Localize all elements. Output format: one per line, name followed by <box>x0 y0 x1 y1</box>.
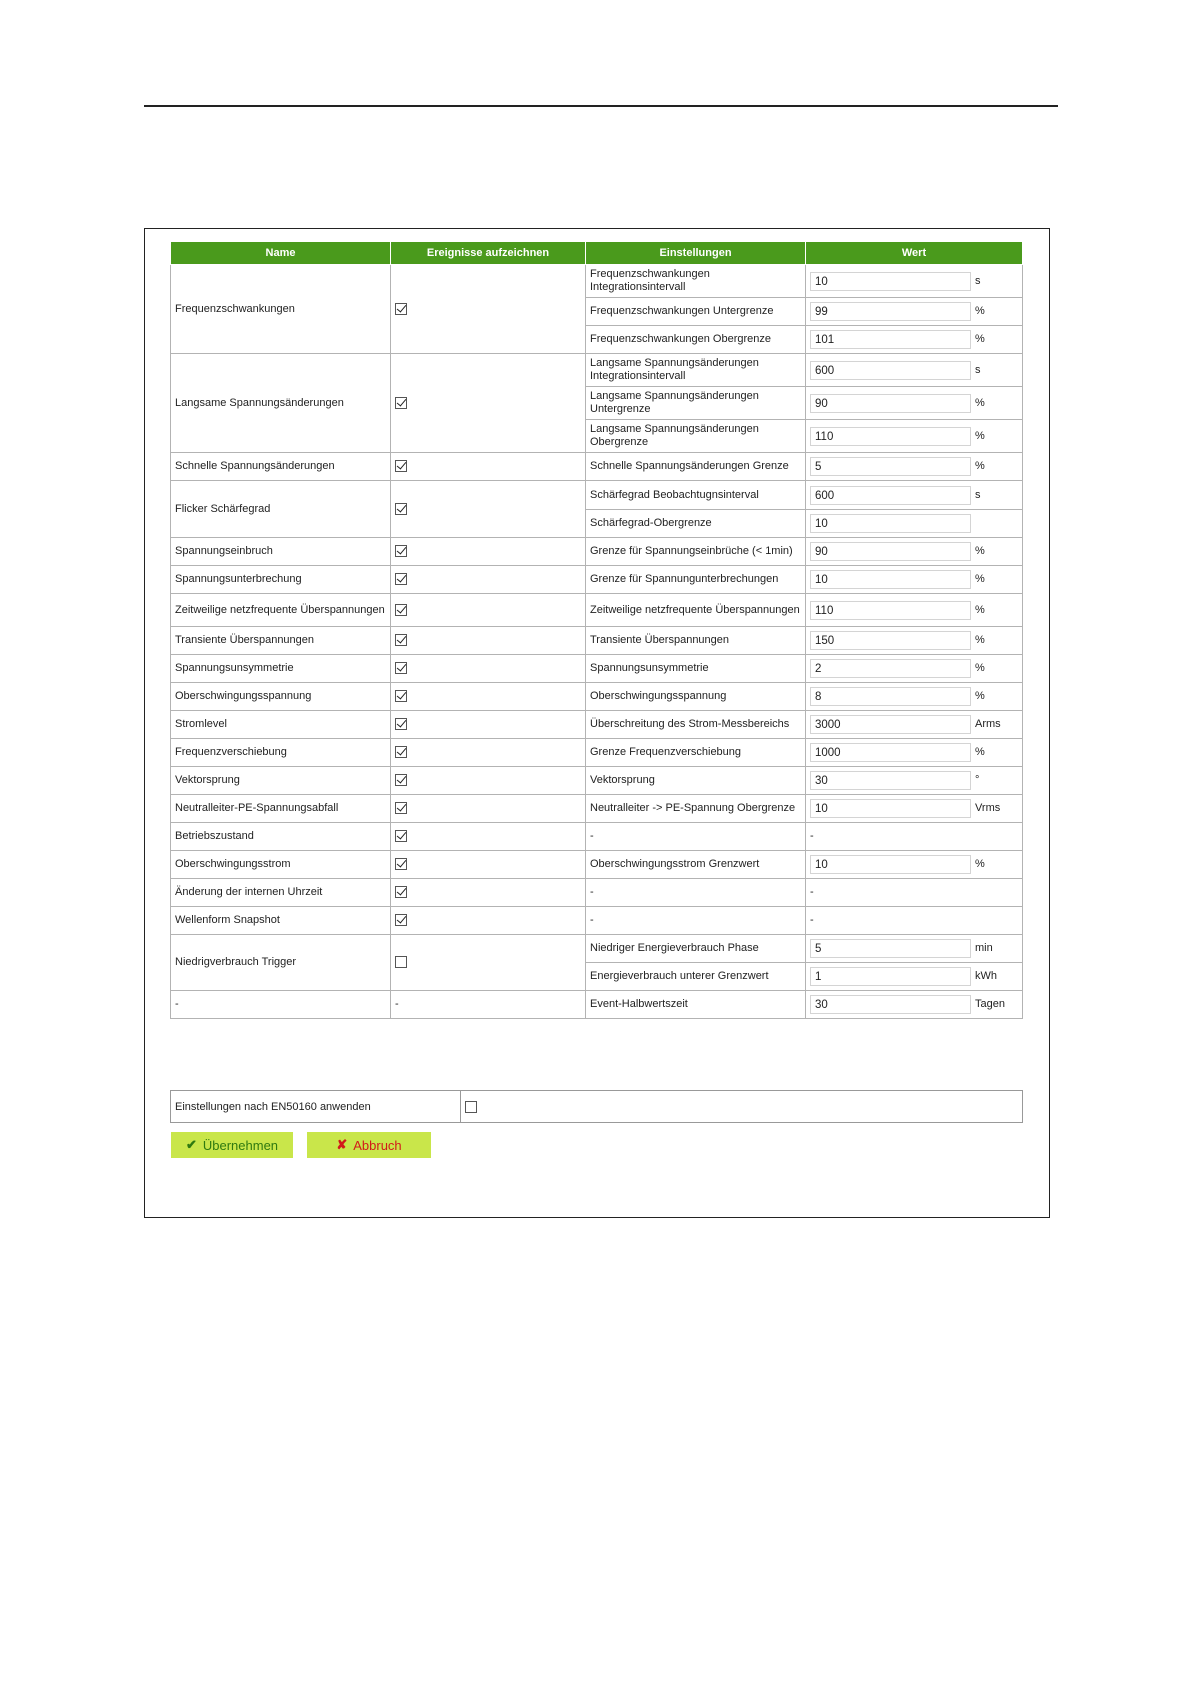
value-input[interactable]: 600 <box>810 486 971 505</box>
setting-label: Frequenzschwankungen Obergrenze <box>586 326 806 354</box>
table-row <box>171 683 1023 711</box>
table-row <box>171 481 1023 510</box>
apply-button-label: Übernehmen <box>202 1137 279 1153</box>
setting-value-cell <box>806 851 1023 879</box>
setting-value-cell <box>806 510 1023 538</box>
setting-value-cell <box>806 767 1023 795</box>
record-event-checkbox[interactable] <box>395 914 407 926</box>
setting-value-cell <box>806 354 1023 387</box>
value-wrapper <box>810 967 1018 986</box>
event-name: - <box>171 991 391 1019</box>
setting-value-cell <box>806 594 1023 627</box>
setting-value-cell <box>806 683 1023 711</box>
event-name: Zeitweilige netzfrequente Überspannungen <box>171 594 391 627</box>
value-unit: ° <box>975 774 980 786</box>
setting-label: - <box>586 879 806 907</box>
setting-value-cell <box>806 420 1023 453</box>
setting-value-cell <box>806 453 1023 481</box>
setting-label: Oberschwingungsspannung <box>586 683 806 711</box>
value-unit: % <box>975 634 985 646</box>
event-name: Stromlevel <box>171 711 391 739</box>
setting-value-cell: - <box>806 907 1023 935</box>
event-name: Neutralleiter-PE-Spannungsabfall <box>171 795 391 823</box>
setting-value-cell <box>806 298 1023 326</box>
setting-label: Schnelle Spannungsänderungen Grenze <box>586 453 806 481</box>
value-input[interactable]: 10 <box>810 855 971 874</box>
en50160-checkbox[interactable] <box>465 1101 477 1113</box>
value-wrapper <box>810 855 1018 874</box>
record-event-checkbox[interactable] <box>395 460 407 472</box>
apply-button[interactable] <box>171 1132 293 1158</box>
record-event-checkbox[interactable] <box>395 397 407 409</box>
record-event-cell: - <box>391 991 586 1019</box>
setting-value-cell: - <box>806 823 1023 851</box>
table-row <box>171 265 1023 298</box>
value-unit: % <box>975 662 985 674</box>
table-row <box>171 566 1023 594</box>
record-event-cell <box>391 907 586 935</box>
record-event-checkbox[interactable] <box>395 662 407 674</box>
en50160-table <box>170 1090 1023 1123</box>
setting-value-cell <box>806 795 1023 823</box>
value-input[interactable]: 2 <box>810 659 971 678</box>
setting-value-cell <box>806 538 1023 566</box>
record-event-checkbox[interactable] <box>395 303 407 315</box>
event-name: Betriebszustand <box>171 823 391 851</box>
setting-label: Neutralleiter -> PE-Spannung Obergrenze <box>586 795 806 823</box>
value-input[interactable]: 8 <box>810 687 971 706</box>
value-wrapper <box>810 302 1018 321</box>
record-event-cell <box>391 538 586 566</box>
value-unit: % <box>975 460 985 472</box>
record-event-checkbox[interactable] <box>395 858 407 870</box>
setting-label: Grenze Frequenzverschiebung <box>586 739 806 767</box>
table-row <box>171 907 1023 935</box>
table-row <box>171 739 1023 767</box>
record-event-checkbox[interactable] <box>395 956 407 968</box>
record-event-cell <box>391 767 586 795</box>
event-name: Schnelle Spannungsänderungen <box>171 453 391 481</box>
setting-value-cell <box>806 963 1023 991</box>
event-name: Spannungsunterbrechung <box>171 566 391 594</box>
setting-label: Spannungsunsymmetrie <box>586 655 806 683</box>
value-input[interactable]: 600 <box>810 361 971 380</box>
value-unit: Tagen <box>975 998 1005 1010</box>
value-unit: s <box>975 488 981 501</box>
record-event-checkbox[interactable] <box>395 830 407 842</box>
value-unit: % <box>975 603 985 616</box>
value-wrapper <box>810 394 1018 413</box>
en50160-label: Einstellungen nach EN50160 anwenden <box>171 1091 461 1123</box>
value-unit: kWh <box>975 970 997 982</box>
table-row <box>171 711 1023 739</box>
record-event-checkbox[interactable] <box>395 802 407 814</box>
record-event-checkbox[interactable] <box>395 886 407 898</box>
setting-label: Überschreitung des Strom-Messbereichs <box>586 711 806 739</box>
value-wrapper <box>810 939 1018 958</box>
value-unit: % <box>975 690 985 702</box>
value-wrapper <box>810 514 1018 533</box>
event-name: Wellenform Snapshot <box>171 907 391 935</box>
page-top-rule <box>144 105 1058 107</box>
setting-label: Frequenzschwankungen Integrationsintervall <box>586 265 806 298</box>
setting-value-cell <box>806 326 1023 354</box>
table-row <box>171 795 1023 823</box>
settings-table <box>170 241 1023 1019</box>
value-wrapper <box>810 715 1018 734</box>
en50160-row <box>171 1091 1023 1123</box>
record-event-checkbox[interactable] <box>395 573 407 585</box>
value-unit: % <box>975 305 985 317</box>
record-event-checkbox[interactable] <box>395 545 407 557</box>
setting-value-cell <box>806 265 1023 298</box>
value-wrapper <box>810 771 1018 790</box>
checkmark-icon: ✔ <box>185 1137 197 1152</box>
table-row <box>171 594 1023 627</box>
value-unit: Vrms <box>975 802 1001 814</box>
setting-value-cell <box>806 387 1023 420</box>
record-event-cell <box>391 935 586 991</box>
value-input[interactable]: 99 <box>810 302 971 321</box>
record-event-checkbox[interactable] <box>395 604 407 616</box>
event-name: Oberschwingungsspannung <box>171 683 391 711</box>
value-wrapper <box>810 631 1018 650</box>
event-name: Frequenzverschiebung <box>171 739 391 767</box>
table-row <box>171 851 1023 879</box>
record-event-cell <box>391 739 586 767</box>
value-unit: % <box>975 858 985 870</box>
record-event-cell <box>391 354 586 453</box>
cancel-button-label: Abbruch <box>353 1137 402 1153</box>
value-input[interactable]: 10 <box>810 799 971 818</box>
value-input[interactable]: 10 <box>810 570 971 589</box>
value-wrapper <box>810 601 1018 620</box>
setting-label: Event-Halbwertszeit <box>586 991 806 1019</box>
record-event-cell <box>391 627 586 655</box>
value-wrapper <box>810 659 1018 678</box>
table-row <box>171 935 1023 963</box>
value-input[interactable]: 1 <box>810 967 971 986</box>
record-event-checkbox[interactable] <box>395 503 407 515</box>
value-unit: s <box>975 363 981 376</box>
record-event-checkbox[interactable] <box>395 634 407 646</box>
event-name: Flicker Schärfegrad <box>171 481 391 538</box>
value-input[interactable]: 10 <box>810 514 971 533</box>
record-event-checkbox[interactable] <box>395 774 407 786</box>
setting-label: Langsame Spannungsänderungen Integrationsintervall <box>586 354 806 387</box>
value-wrapper <box>810 687 1018 706</box>
setting-label: Grenze für Spannungunterbrechungen <box>586 566 806 594</box>
settings-table-body <box>171 265 1023 1019</box>
table-row <box>171 823 1023 851</box>
table-row <box>171 767 1023 795</box>
value-unit: % <box>975 746 985 758</box>
value-wrapper <box>810 486 1018 505</box>
value-input[interactable]: 5 <box>810 457 971 476</box>
setting-label: Zeitweilige netzfrequente Überspannungen <box>586 594 806 627</box>
event-name: Frequenzschwankungen <box>171 265 391 354</box>
value-wrapper <box>810 361 1018 380</box>
value-input[interactable]: 1000 <box>810 743 971 762</box>
event-name: Oberschwingungsstrom <box>171 851 391 879</box>
record-event-cell <box>391 594 586 627</box>
table-row <box>171 354 1023 387</box>
record-event-cell <box>391 566 586 594</box>
value-wrapper <box>810 799 1018 818</box>
setting-label: Schärfegrad-Obergrenze <box>586 510 806 538</box>
record-event-cell <box>391 481 586 538</box>
value-input[interactable]: 30 <box>810 771 971 790</box>
record-event-cell <box>391 879 586 907</box>
value-input[interactable]: 30 <box>810 995 971 1014</box>
value-input[interactable]: 110 <box>810 427 971 446</box>
setting-label: - <box>586 907 806 935</box>
value-input[interactable]: 101 <box>810 330 971 349</box>
table-header-row <box>171 242 1023 265</box>
setting-label: - <box>586 823 806 851</box>
value-unit: min <box>975 942 993 954</box>
value-unit: Arms <box>975 718 1001 730</box>
table-row <box>171 991 1023 1019</box>
value-input[interactable]: 5 <box>810 939 971 958</box>
value-wrapper <box>810 457 1018 476</box>
setting-value-cell <box>806 481 1023 510</box>
value-unit: % <box>975 573 985 585</box>
setting-label: Energieverbrauch unterer Grenzwert <box>586 963 806 991</box>
record-event-cell <box>391 851 586 879</box>
record-event-cell <box>391 823 586 851</box>
setting-value-cell <box>806 935 1023 963</box>
record-event-cell <box>391 655 586 683</box>
setting-label: Langsame Spannungsänderungen Obergrenze <box>586 420 806 453</box>
value-unit: % <box>975 545 985 557</box>
setting-label: Langsame Spannungsänderungen Untergrenze <box>586 387 806 420</box>
value-input[interactable]: 110 <box>810 601 971 620</box>
value-wrapper <box>810 743 1018 762</box>
event-name: Spannungseinbruch <box>171 538 391 566</box>
value-wrapper <box>810 995 1018 1014</box>
event-name: Langsame Spannungsänderungen <box>171 354 391 453</box>
event-name: Vektorsprung <box>171 767 391 795</box>
value-unit: % <box>975 396 985 409</box>
event-name: Spannungsunsymmetrie <box>171 655 391 683</box>
record-event-cell <box>391 711 586 739</box>
setting-value-cell <box>806 991 1023 1019</box>
setting-label: Niedriger Energieverbrauch Phase <box>586 935 806 963</box>
value-unit: % <box>975 429 985 442</box>
table-row <box>171 879 1023 907</box>
value-wrapper <box>810 542 1018 561</box>
record-event-cell <box>391 265 586 354</box>
table-row <box>171 453 1023 481</box>
event-name: Transiente Überspannungen <box>171 627 391 655</box>
en50160-checkbox-cell <box>461 1091 1023 1123</box>
setting-label: Transiente Überspannungen <box>586 627 806 655</box>
setting-label: Schärfegrad Beobachtugnsinterval <box>586 481 806 510</box>
setting-label: Grenze für Spannungseinbrüche (< 1min) <box>586 538 806 566</box>
header-value: Wert <box>806 242 1023 265</box>
value-wrapper <box>810 272 1018 291</box>
table-row <box>171 627 1023 655</box>
record-event-cell <box>391 453 586 481</box>
header-name: Name <box>171 242 391 265</box>
setting-label: Vektorsprung <box>586 767 806 795</box>
record-event-cell <box>391 795 586 823</box>
record-event-checkbox[interactable] <box>395 718 407 730</box>
table-row <box>171 538 1023 566</box>
setting-value-cell <box>806 655 1023 683</box>
setting-value-cell: - <box>806 879 1023 907</box>
table-row <box>171 655 1023 683</box>
value-input[interactable]: 90 <box>810 394 971 413</box>
header-settings: Einstellungen <box>586 242 806 265</box>
setting-value-cell <box>806 711 1023 739</box>
value-input[interactable]: 3000 <box>810 715 971 734</box>
value-wrapper <box>810 427 1018 446</box>
value-input[interactable]: 10 <box>810 272 971 291</box>
setting-value-cell <box>806 739 1023 767</box>
record-event-checkbox[interactable] <box>395 690 407 702</box>
value-input[interactable]: 150 <box>810 631 971 650</box>
record-event-cell <box>391 683 586 711</box>
setting-value-cell <box>806 627 1023 655</box>
cross-icon: ✘ <box>336 1137 348 1152</box>
event-name: Niedrigverbrauch Trigger <box>171 935 391 991</box>
value-wrapper <box>810 330 1018 349</box>
event-name: Änderung der internen Uhrzeit <box>171 879 391 907</box>
setting-label: Oberschwingungsstrom Grenzwert <box>586 851 806 879</box>
value-wrapper <box>810 570 1018 589</box>
value-unit: s <box>975 274 981 287</box>
setting-label: Frequenzschwankungen Untergrenze <box>586 298 806 326</box>
setting-value-cell <box>806 566 1023 594</box>
cancel-button[interactable] <box>307 1132 431 1158</box>
value-unit: % <box>975 333 985 345</box>
record-event-checkbox[interactable] <box>395 746 407 758</box>
header-record-events: Ereignisse aufzeichnen <box>391 242 586 265</box>
value-input[interactable]: 90 <box>810 542 971 561</box>
